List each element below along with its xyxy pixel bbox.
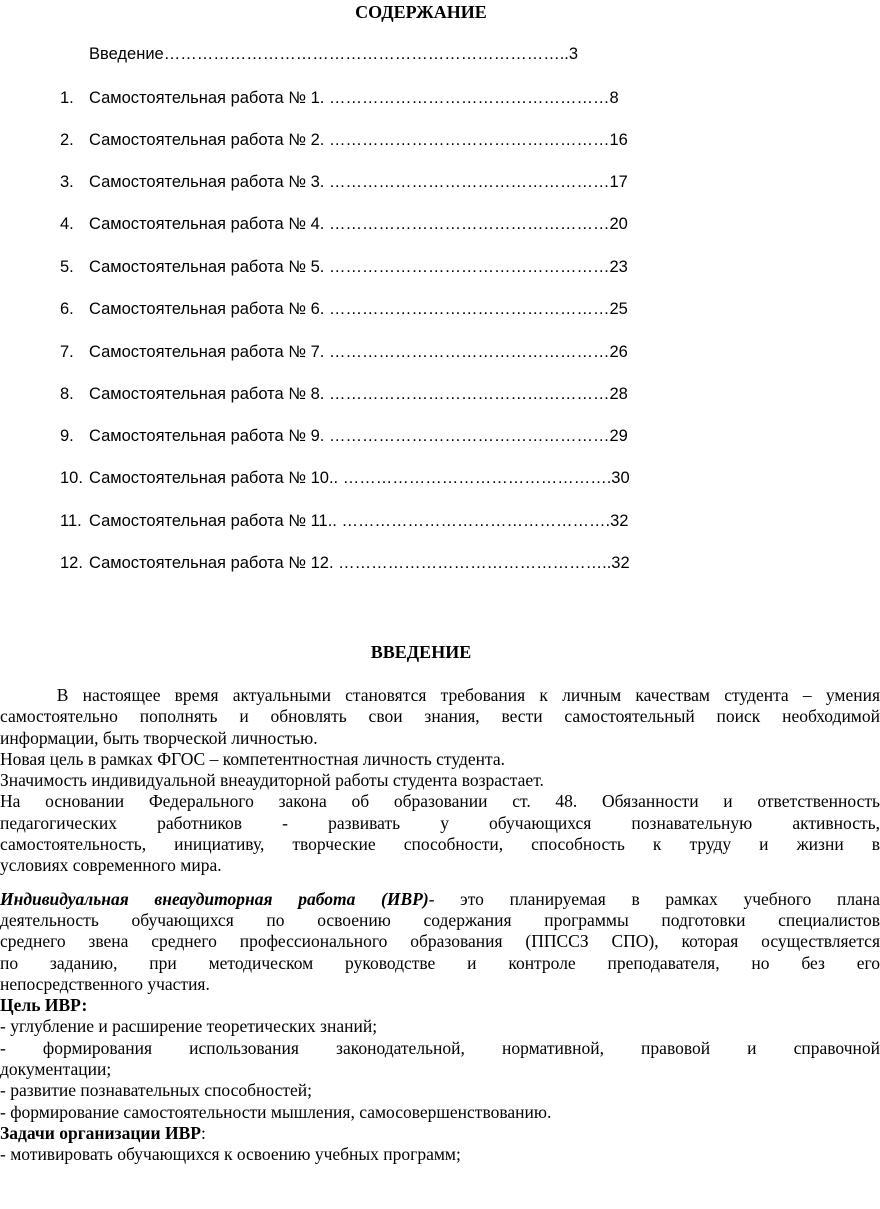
tasks-heading-line: [0, 1123, 880, 1144]
intro-body: [0, 685, 880, 1166]
goal-heading: Цель ИВР:: [0, 995, 88, 1016]
paragraph-line: самостоятельно пополнять и обновлять свои знания, вести самостоятельный поиск необходимой: [0, 706, 880, 727]
toc-item-number: 2.: [60, 131, 74, 149]
paragraph-line: самостоятельность, инициативу, творческие способности, способность к труду и жизни в: [0, 834, 880, 855]
toc-item-page: 3: [568, 45, 579, 63]
toc-item-number: 1.: [60, 89, 74, 107]
toc-item-label: Самостоятельная работа № 7. ……………………………………………26: [89, 343, 628, 361]
goal-item: документации;: [0, 1059, 112, 1080]
toc-item-number: 9.: [60, 427, 74, 445]
goal-item: - развитие познавательных способностей;: [0, 1080, 313, 1101]
toc-item-label: Самостоятельная работа № 5. ……………………………………………23: [89, 258, 628, 276]
toc-item-number: 10.: [60, 469, 83, 487]
toc-item-label: Самостоятельная работа № 2. ……………………………………………16: [89, 131, 628, 149]
tasks-heading: Задачи организации ИВР: [0, 1122, 201, 1143]
toc-item-label: Самостоятельная работа № 9. ……………………………………………29: [89, 427, 628, 445]
toc-item-number: 12.: [60, 554, 83, 572]
goal-item: - формирование самостоятельности мышления, самосовершенствованию.: [0, 1101, 552, 1122]
toc-item-number: 4.: [60, 215, 74, 233]
intro-title: ВВЕДЕНИЕ: [370, 642, 472, 662]
toc-item-label: Самостоятельная работа № 11.. ………………………………………….32: [89, 512, 629, 530]
goal-item: - углубление и расширение теоретических знаний;: [0, 1016, 378, 1037]
paragraph-line: непосредственного участия.: [0, 973, 210, 994]
toc-item-number: 6.: [60, 300, 74, 318]
tasks-heading-colon: :: [200, 1122, 206, 1143]
toc-item-number: 5.: [60, 258, 74, 276]
paragraph-line: деятельность обучающихся по освоению содержания программы подготовки специалистов: [0, 909, 880, 930]
toc-item-label: Самостоятельная работа № 10.. ………………………………………….30: [89, 469, 630, 487]
toc-item-number: 11.: [60, 512, 82, 530]
definition-line: [0, 889, 880, 910]
toc-item-number: 8.: [60, 385, 74, 403]
toc-item-label: Самостоятельная работа № 8. ……………………………………………28: [89, 385, 628, 403]
paragraph-line: Новая цель в рамках ФГОС – компетентностная личность студента.: [0, 748, 506, 769]
toc-title: СОДЕРЖАНИЕ: [355, 2, 487, 22]
paragraph-line: по заданию, при методическом руководстве и контроле преподавателя, но без его: [0, 952, 880, 973]
toc-item-number: 3.: [60, 173, 74, 191]
paragraph-line: информации, быть творческой личностью.: [0, 727, 318, 748]
toc-item-intro[interactable]: [89, 43, 578, 65]
toc-item-label: Самостоятельная работа № 6. ……………………………………………25: [89, 300, 628, 318]
toc-item-number: 7.: [60, 343, 74, 361]
paragraph-line: условиях современного мира.: [0, 855, 222, 876]
goal-item: - формирования использования законодательной, нормативной, правовой и справочной: [0, 1037, 880, 1058]
toc-item-label: Самостоятельная работа № 3. ……………………………………………17: [89, 173, 628, 191]
toc-item-label: Самостоятельная работа № 4. ……………………………………………20: [89, 215, 628, 233]
paragraph-line: педагогических работников - развивать у обучающихся познавательную активность,: [0, 812, 880, 833]
toc-item-dots: ………………………………………………………………..: [163, 45, 569, 63]
paragraph-line: В настоящее время актуальными становятся требования к личным качествам студента – умения: [0, 685, 880, 705]
toc-item-label: Самостоятельная работа № 1. ……………………………………………8: [89, 89, 619, 107]
toc-item-label: Самостоятельная работа № 12. …………………………………………..32: [89, 554, 630, 572]
definition-text: - это планируемая в рамках учебного плана: [428, 888, 880, 909]
paragraph-line: На основании Федерального закона об образовании ст. 48. Обязанности и ответственность: [0, 791, 880, 812]
toc-item-label: Введение: [89, 45, 164, 63]
task-item: - мотивировать обучающихся к освоению учебных программ;: [0, 1144, 461, 1165]
paragraph-line: Значимость индивидуальной внеаудиторной работы студента возрастает.: [0, 770, 544, 791]
definition-term: Индивидуальная внеаудиторная работа (ИВР): [0, 888, 429, 909]
paragraph-line: среднего звена среднего профессионального образования (ППССЗ СПО), которая осуществляется: [0, 931, 880, 952]
